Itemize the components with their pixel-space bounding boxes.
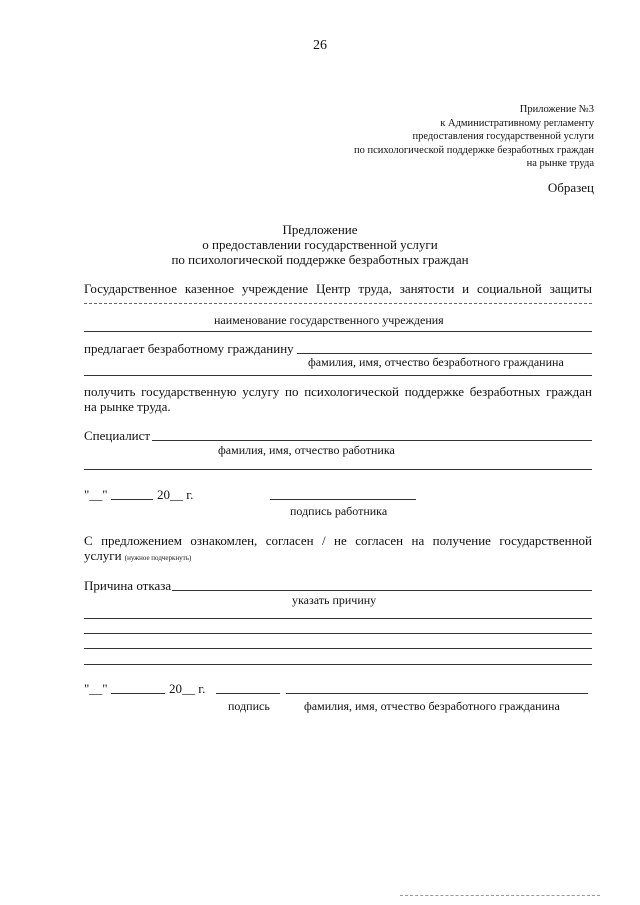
offer-text-line: получить государственную услугу по психологической поддержке безработных граждан — [84, 384, 592, 399]
refusal-reason-field[interactable] — [172, 590, 592, 591]
worker-signature-field[interactable] — [270, 499, 416, 500]
citizen-fullname-field[interactable] — [286, 693, 588, 694]
date-year: 20__ г. — [169, 681, 206, 696]
worker-signature-caption: подпись работника — [290, 504, 388, 518]
annex-line: по психологической поддержке безработных граждан — [354, 144, 594, 156]
refusal-extra-line[interactable] — [84, 633, 592, 634]
title-line: по психологической поддержке безработных граждан — [171, 252, 469, 267]
date-month-field[interactable] — [111, 499, 153, 500]
sample-label: Образец — [547, 180, 594, 195]
specialist-caption: фамилия, имя, отчество работника — [218, 443, 395, 457]
refusal-extra-line[interactable] — [84, 618, 592, 619]
institution-field-line[interactable] — [84, 331, 592, 332]
scan-artifact-line — [400, 895, 600, 896]
title-line: Предложение — [282, 222, 358, 237]
citizen-name-extra-line[interactable] — [84, 375, 592, 376]
specialist-name-field[interactable] — [152, 440, 592, 441]
offer-label: предлагает безработному гражданину — [84, 341, 294, 356]
consent-text-line: С предложением ознакомлен, согласен / не согласен на получение государственной — [84, 533, 592, 548]
annex-line: к Административному регламенту — [440, 117, 594, 129]
refusal-label: Причина отказа — [84, 578, 172, 593]
citizen-signature-caption: подпись — [228, 699, 270, 713]
citizen-name-caption: фамилия, имя, отчество безработного гражданина — [308, 355, 564, 369]
date-month-field[interactable] — [111, 693, 165, 694]
specialist-label: Специалист — [84, 428, 151, 443]
citizen-name-field[interactable] — [297, 353, 592, 354]
refusal-extra-line[interactable] — [84, 648, 592, 649]
annex-block — [354, 103, 594, 171]
institution-extra-line — [84, 303, 592, 304]
refusal-extra-line[interactable] — [84, 664, 592, 665]
consent-service-word: услуги — [84, 548, 122, 563]
institution-caption: наименование государственного учреждения — [214, 313, 444, 327]
annex-line: на рынке труда — [526, 158, 594, 170]
document-title — [0, 222, 640, 267]
institution-text: Государственное казенное учреждение Центр труда, занятости и социальной защиты — [84, 281, 592, 296]
offer-text-line: на рынке труда. — [84, 399, 171, 414]
refusal-caption: указать причину — [292, 593, 377, 607]
annex-line: Приложение №3 — [519, 104, 594, 115]
citizen-fullname-caption: фамилия, имя, отчество безработного гражданина — [304, 699, 560, 713]
date-year: 20__ г. — [157, 487, 194, 502]
citizen-signature-field[interactable] — [216, 693, 280, 694]
consent-text-line2 — [84, 548, 191, 564]
date-day-quote: "__" — [84, 681, 108, 696]
consent-note: (нужное подчеркнуть) — [124, 554, 192, 562]
date-day-quote: "__" — [84, 487, 108, 502]
annex-line: предоставления государственной услуги — [412, 131, 594, 143]
page-number: 26 — [313, 38, 327, 53]
specialist-extra-line[interactable] — [84, 469, 592, 470]
title-line: о предоставлении государственной услуги — [202, 237, 438, 252]
